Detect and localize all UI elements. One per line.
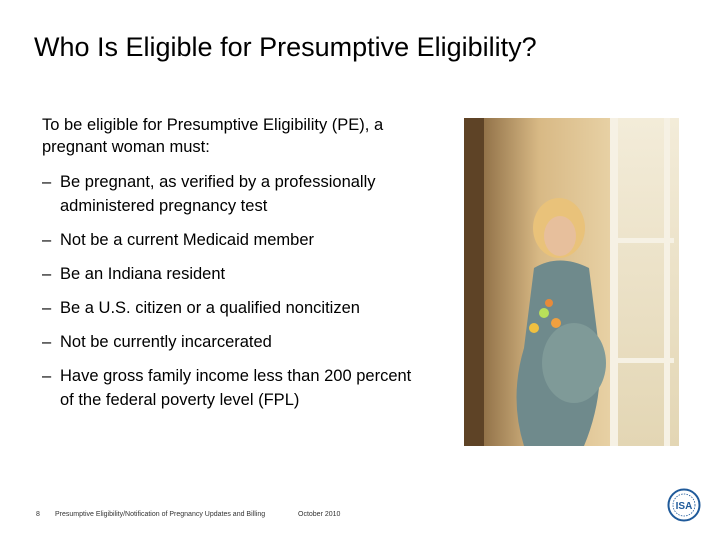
pregnant-woman-photo — [464, 118, 679, 446]
list-item-text: Not be currently incarcerated — [60, 333, 272, 351]
bullet-dash: – — [42, 265, 52, 283]
list-item-text: Be a U.S. citizen or a qualified noncitizen — [60, 299, 360, 317]
bullet-dash: – — [42, 299, 52, 317]
list-item-text: Be pregnant, as verified by a professionally administered pregnancy test — [60, 173, 376, 215]
list-item — [42, 170, 412, 218]
bullet-dash: – — [42, 231, 52, 249]
list-item — [42, 330, 412, 354]
list-item-text: Have gross family income less than 200 percent of the federal poverty level (FPL) — [60, 367, 412, 409]
list-item — [42, 364, 412, 412]
list-item-text: Not be a current Medicaid member — [60, 231, 315, 249]
list-item — [42, 228, 412, 252]
bullet-dash: – — [42, 173, 52, 191]
intro-text: To be eligible for Presumptive Eligibility (PE), a pregnant woman must: — [42, 116, 384, 156]
slide-title: Who Is Eligible for Presumptive Eligibility? — [34, 32, 537, 62]
bullet-dash: – — [42, 367, 52, 385]
ihcp-seal-logo — [667, 488, 701, 522]
svg-text:ISA: ISA — [675, 501, 693, 512]
list-item — [42, 296, 412, 320]
list-item — [42, 262, 412, 286]
footer-date: October 2010 — [298, 511, 341, 518]
bullet-dash: – — [42, 333, 52, 351]
list-item-text: Be an Indiana resident — [60, 265, 226, 283]
eligibility-list — [42, 170, 412, 422]
page-number: 8 — [36, 511, 40, 518]
footer-text: Presumptive Eligibility/Notification of Pregnancy Updates and Billing — [55, 511, 266, 518]
